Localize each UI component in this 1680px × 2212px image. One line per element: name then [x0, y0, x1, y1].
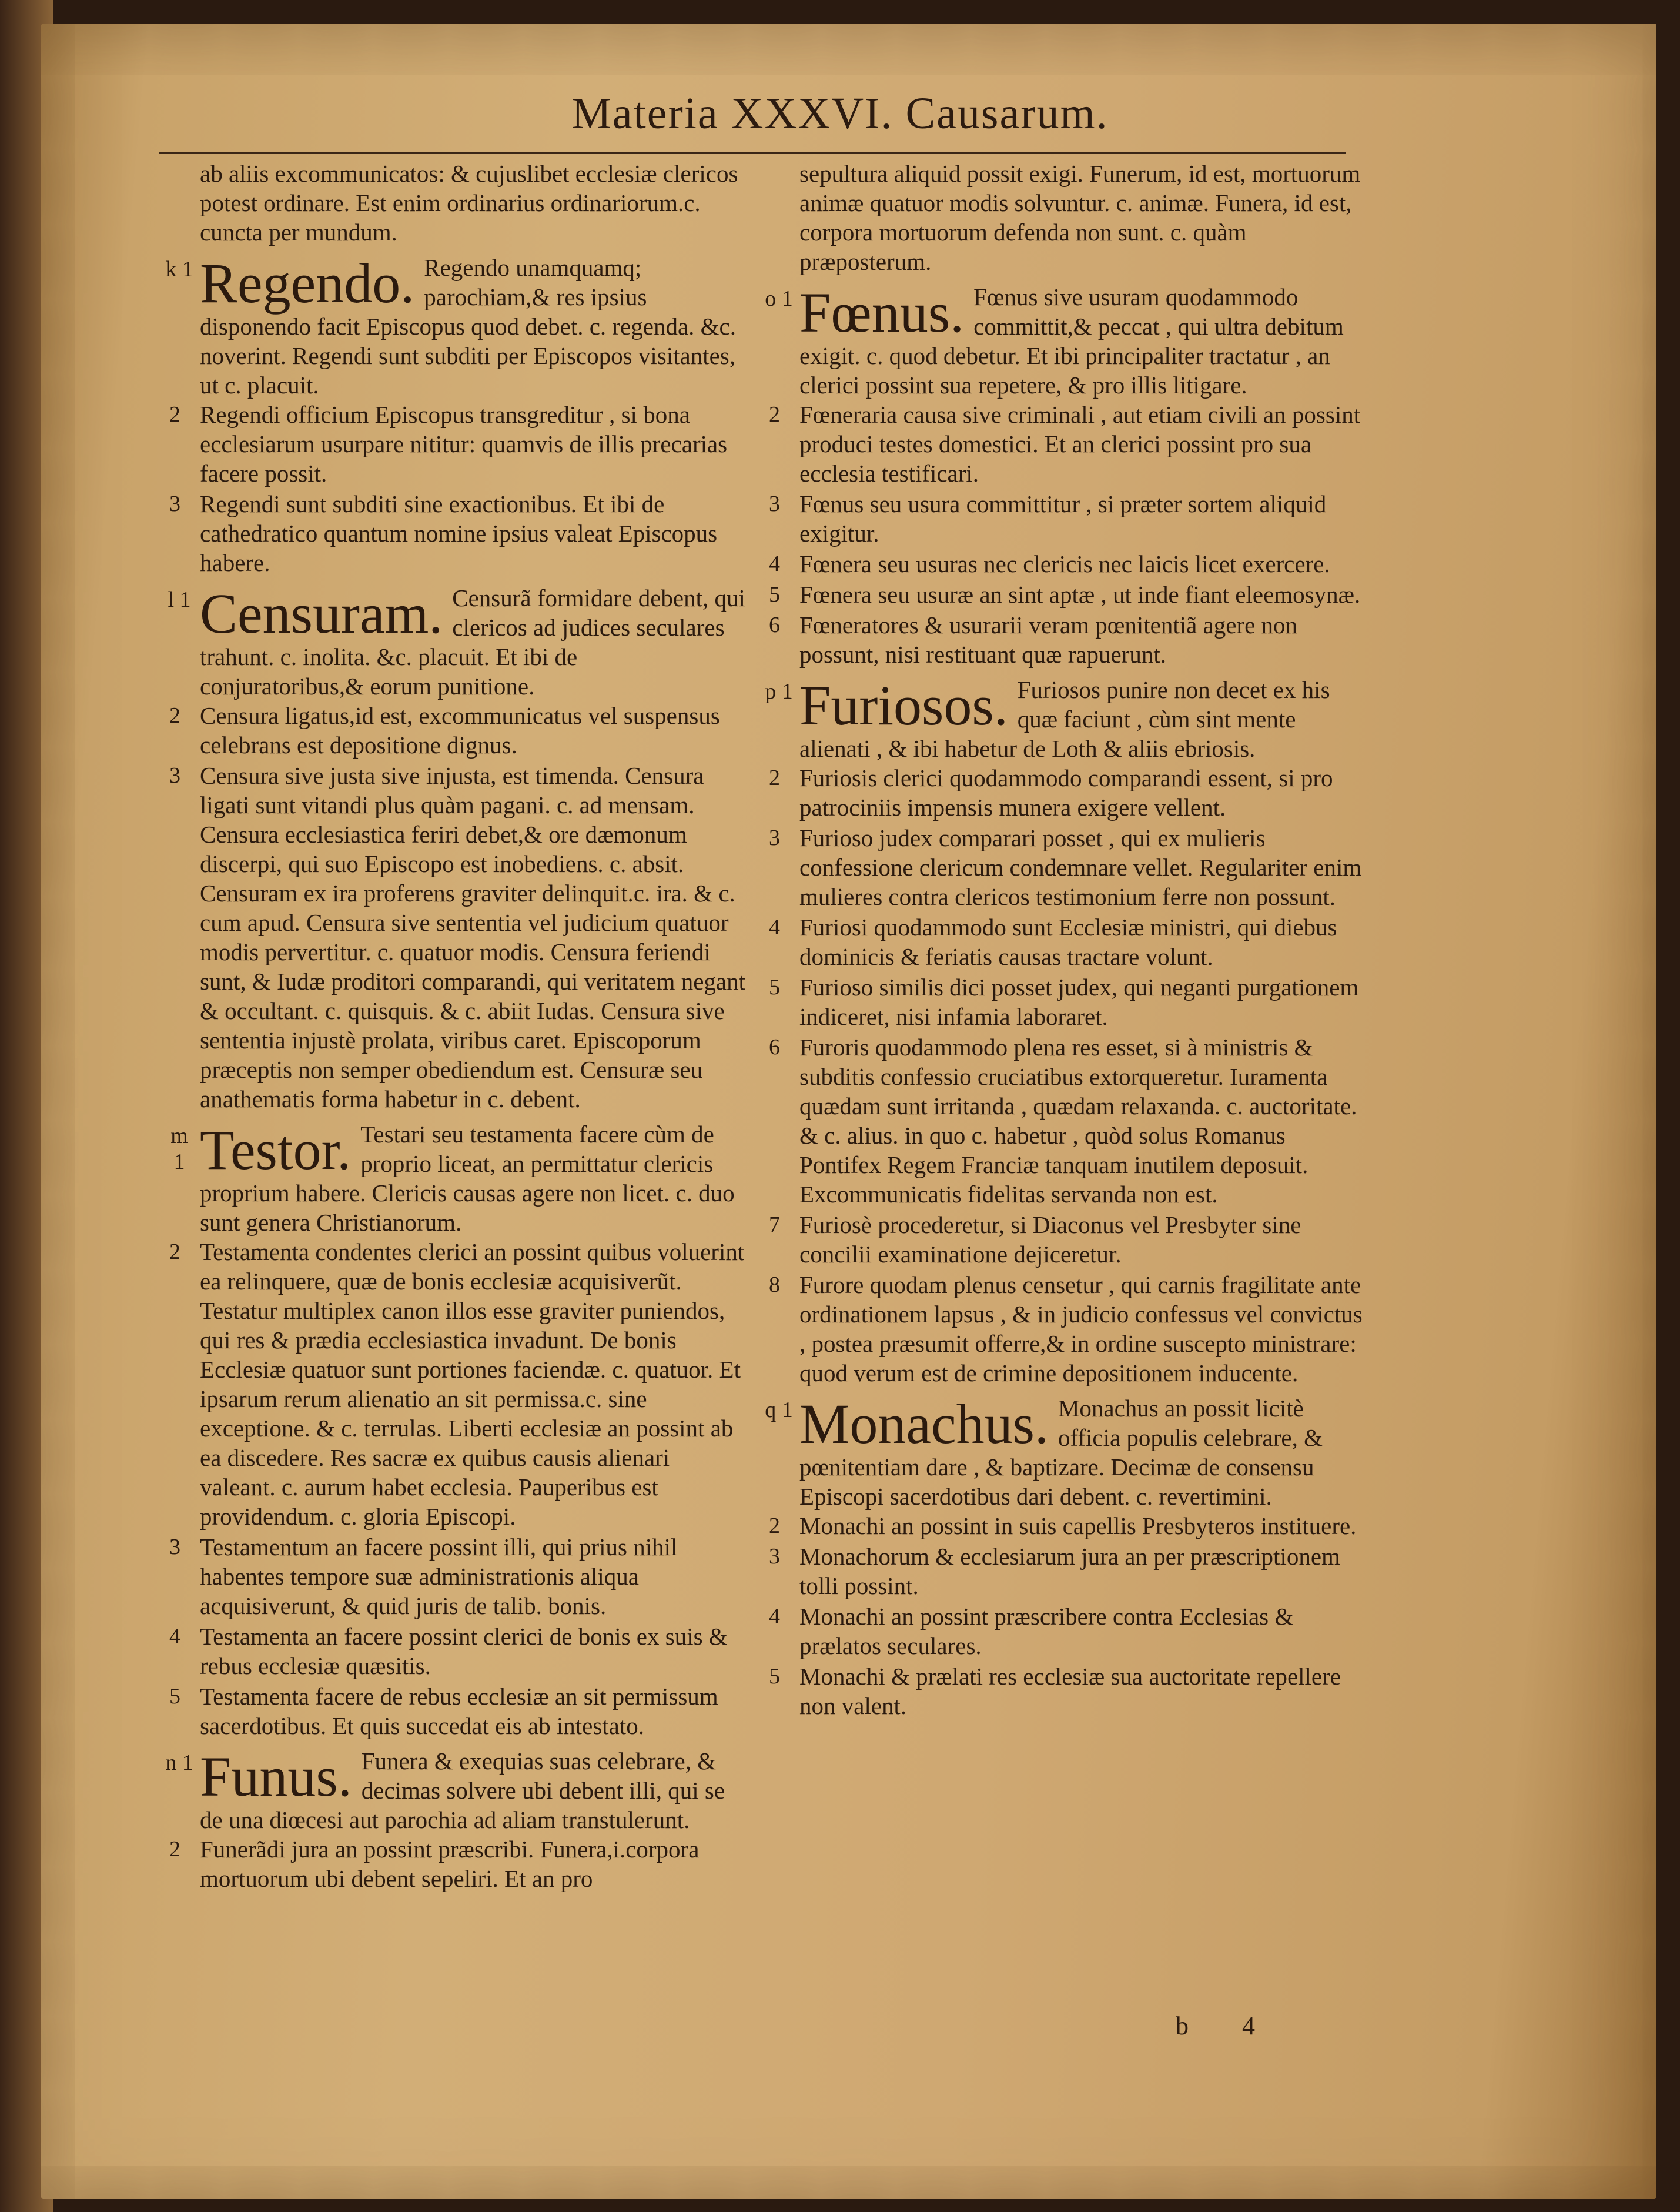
list-item: [764, 1033, 1370, 1209]
entry-marks: p 1: [765, 679, 793, 704]
list-item: [165, 1237, 747, 1531]
item-number: 3: [769, 492, 780, 516]
entry-text: Regendo unamquamq; parochiam,& res ipsius disponendo facit Episcopus quod debet. c. regenda. &c. noverint. Regendi sunt subditi per Episcopos visitantes, ut c. placuit.: [200, 254, 736, 399]
list-item: [764, 823, 1370, 911]
item-text: Regendi officium Episcopus transgreditur , si bona ecclesiarum usurpare nititur: quamvis de illis precarias facere possit.: [200, 401, 728, 487]
entry-testor: [165, 1120, 747, 1237]
list-item: [764, 1602, 1370, 1660]
item-number: 2: [169, 1239, 180, 1264]
item-number: 6: [769, 613, 780, 637]
item-number: 6: [769, 1035, 780, 1060]
list-item: [165, 400, 747, 488]
list-item: [764, 1542, 1370, 1600]
list-item: [165, 1835, 747, 1893]
header-rule: [159, 152, 1346, 154]
list-item: [764, 400, 1370, 488]
entry-keyword: Furiosos.: [799, 674, 1008, 737]
list-item: [764, 1270, 1370, 1388]
item-number: 2: [769, 766, 780, 790]
item-number: 3: [169, 492, 180, 516]
item-text: Censura sive justa sive injusta, est timenda. Censura ligati sunt vitandi plus quàm pagani. c. ad mensam. Censura ecclesiastica feriri debet,& ore dæmonum discerpi, qui suo Episcopo est inobediens. c. absit. Censuram ex ira proferens graviter delinquit.c. ira. & c. cum apud. Censura sive sententia vel judicium quatuor modis pervertitur. c. quatuor modis. Censura feriendi sunt, & Iudæ proditori comparandi, qui veritatem negant & occultant. c. quisquis. & c. abiit Iudas. Censura sive sententia injustè prolata, viribus caret. Episcoporum præceptis non semper obediendum est. Censuræ seu anathematis forma habetur in c. debent.: [200, 762, 745, 1112]
item-text: Fœnera seu usuræ an sint aptæ , ut inde fiant eleemosynæ.: [799, 581, 1361, 608]
item-text: Testamentum an facere possint illi, qui prius nihil habentes tempore suæ administrationis aliqua acquisiverunt, & quid juris de talib. bonis.: [200, 1533, 678, 1619]
item-text: Monachorum & ecclesiarum jura an per præscriptionem tolli possint.: [799, 1543, 1340, 1599]
list-item: [764, 549, 1370, 579]
entry-keyword: Regendo.: [200, 252, 415, 315]
item-text: Monachi an possint præscribere contra Ecclesias & prælatos seculares.: [799, 1603, 1294, 1659]
entry-text: Funera & exequias suas celebrare, & decimas solvere ubi debent illi, qui se de una diœcesi aut parochia ad aliam transtulerunt.: [200, 1747, 725, 1833]
list-item: [764, 913, 1370, 971]
item-number: 5: [169, 1684, 180, 1709]
item-number: 4: [169, 1624, 180, 1649]
list-item: [165, 489, 747, 577]
item-text: Furioso similis dici posset judex, qui neganti purgationem indiceret, nisi infamia laboraret.: [799, 974, 1359, 1030]
entry-censuram: [165, 583, 747, 701]
item-number: 3: [169, 763, 180, 788]
item-number: 4: [769, 915, 780, 940]
item-text: Regendi sunt subditi sine exactionibus. Et ibi de cathedratico quantum nomine ipsius valeat Episcopus habere.: [200, 490, 718, 576]
entry-marks: k 1: [165, 257, 193, 282]
item-number: 2: [169, 703, 180, 728]
entry-keyword: Monachus.: [799, 1392, 1049, 1455]
item-text: Fœneraria causa sive criminali , aut etiam civili an possint produci testes domestici. Et an clerici possint pro sua ecclesia testificari.: [799, 401, 1361, 487]
list-item: [165, 1682, 747, 1740]
item-number: 7: [769, 1212, 780, 1237]
item-text: Furiosè procederetur, si Diaconus vel Presbyter sine concilii examinatione dejiceretur.: [799, 1211, 1301, 1268]
item-number: 3: [169, 1535, 180, 1559]
item-text: Furiosi quodammodo sunt Ecclesiæ ministri, qui diebus dominicis & feriatis causas tractare volunt.: [799, 914, 1337, 970]
entry-marks: l 1: [168, 587, 191, 612]
left-column: [165, 159, 747, 1894]
item-text: Testamenta facere de rebus ecclesiæ an sit permissum sacerdotibus. Et quis succedat eis ab intestato.: [200, 1683, 718, 1739]
list-item: [165, 1622, 747, 1680]
item-number: 5: [769, 975, 780, 1000]
item-text: Fœneratores & usurarii veram pœnitentiã agere non possunt, nisi restituant quæ rapuerunt.: [799, 612, 1298, 668]
item-text: Testamenta condentes clerici an possint quibus voluerint ea relinquere, quæ de bonis ecclesiæ acquisiverũt. Testatur multiplex canon illos esse graviter puniendos, qui res & prædia ecclesiastica invadunt. De bonis Ecclesiæ quatuor sunt portiones faciendæ. c. quatuor. Et ipsarum rerum alienatio an sit permissa.c. sine exceptione. & c. terrulas. Liberti ecclesiæ an possint ab ea discedere. Res sacræ ex quibus causis alienari valeant. c. aurum habet ecclesia. Pauperibus est providendum. c. gloria Episcopi.: [200, 1238, 745, 1530]
entry-keyword: Fœnus.: [799, 281, 965, 344]
item-text: Fœnera seu usuras nec clericis nec laicis licet exercere.: [799, 550, 1330, 577]
continuation-text: sepultura aliquid possit exigi. Funerum, id est, mortuorum animæ quatuor modis solvuntur. c. animæ. Funera, id est, corpora mortuorum defenda non sunt. c. quàm præposterum.: [799, 160, 1361, 275]
list-item: [165, 701, 747, 760]
list-item: [165, 1532, 747, 1620]
entry-furiosos: [764, 675, 1370, 763]
entry-text: Furiosos punire non decet ex his quæ faciunt , cùm sint mente alienati , & ibi habetur de Loth & aliis ebriosis.: [799, 676, 1330, 762]
item-text: Censura ligatus,id est, excommunicatus vel suspensus celebrans est depositione dignus.: [200, 702, 720, 759]
item-text: Testamenta an facere possint clerici de bonis ex suis & rebus ecclesiæ quæsitis.: [200, 1623, 728, 1679]
continuation-text: ab aliis excommunicatos: & cujuslibet ecclesiæ clericos potest ordinare. Est enim ordinarius ordinariorum.c. cuncta per mundum.: [200, 160, 738, 246]
list-item: [764, 763, 1370, 822]
item-text: Monachi & prælati res ecclesiæ sua auctoritate repellere non valent.: [799, 1663, 1341, 1719]
item-text: Funerãdi jura an possint præscribi. Funera,i.corpora mortuorum ubi debent sepeliri. Et an pro: [200, 1836, 700, 1892]
list-item: [764, 1662, 1370, 1720]
item-number: 3: [769, 1544, 780, 1569]
list-item: [764, 1210, 1370, 1269]
entry-regendo: [165, 253, 747, 400]
list-item: [764, 489, 1370, 548]
entry-keyword: Censuram.: [200, 582, 443, 645]
item-text: Furioso judex comparari posset , qui ex mulieris confessione clericum condemnare vellet. Regulariter enim mulieres contra clericos testimonium ferre non possunt.: [799, 824, 1362, 910]
list-item: [764, 580, 1370, 609]
entry-monachus: [764, 1394, 1370, 1511]
item-number: 2: [169, 402, 180, 427]
list-item: [764, 973, 1370, 1031]
entry-text: Censurã formidare debent, qui clericos ad judices seculares trahunt. c. inolita. &c. placuit. Et ibi de conjuratoribus,& eorum punitione.: [200, 584, 745, 700]
entry-marks: o 1: [765, 286, 793, 311]
entry-marks: q 1: [765, 1398, 793, 1422]
item-text: Furoris quodammodo plena res esset, si à ministris & subditis confessio cruciatibus extorqueretur. Iuramenta quædam sunt irritanda , quædam relaxanda. c. auctoritate. & c. alius. in quo c. habetur , quòd solus Romanus Pontifex Regem Franciæ tanquam inutilem deposuit. Excommunicatis fidelitas servanda non est.: [799, 1034, 1357, 1208]
item-text: Furore quodam plenus censetur , qui carnis fragilitate ante ordinationem lapsus , & in judicio confessus vel convictus , postea præsumit offerre,& in ordine suscepto ministrare: quod verum est de crimine depositionem inducente.: [799, 1271, 1363, 1386]
item-number: 8: [769, 1272, 780, 1297]
list-item: [764, 610, 1370, 669]
entry-funus: [165, 1746, 747, 1835]
item-text: Furiosis clerici quodammodo comparandi essent, si pro patrociniis impensis munera exigere vellent.: [799, 764, 1333, 821]
signature-mark: b 4: [1176, 2011, 1279, 2040]
item-number: 2: [769, 402, 780, 427]
right-column: [764, 159, 1370, 1722]
item-number: 2: [169, 1837, 180, 1862]
entry-marks: m 1: [170, 1124, 188, 1174]
entry-text: Testari seu testamenta facere cùm de proprio liceat, an permittatur clericis proprium habere. Clericis causas agere non licet. c. duo sunt genera Christianorum.: [200, 1121, 735, 1236]
item-text: Monachi an possint in suis capellis Presbyteros instituere.: [799, 1512, 1357, 1539]
item-number: 3: [769, 826, 780, 850]
item-number: 4: [769, 552, 780, 576]
item-number: 2: [769, 1513, 780, 1538]
entry-keyword: Funus.: [200, 1745, 352, 1808]
item-number: 4: [769, 1604, 780, 1629]
running-head: Materia XXXVI. Causarum.: [571, 89, 1109, 138]
item-number: 5: [769, 582, 780, 607]
entry-foenus: [764, 282, 1370, 400]
list-item: [764, 1511, 1370, 1541]
list-item: [165, 761, 747, 1114]
entry-marks: n 1: [165, 1750, 193, 1775]
item-number: 5: [769, 1664, 780, 1689]
entry-text: Monachus an possit licitè officia populis celebrare, & pœnitentiam dare , & baptizare. Decimæ de consensu Episcopi sacerdotibus dari debent. c. revertimini.: [799, 1395, 1323, 1510]
entry-keyword: Testor.: [200, 1118, 352, 1181]
entry-text: Fœnus sive usuram quodammodo committit,& peccat , qui ultra debitum exigit. c. quod debetur. Et ibi principaliter tractatur , an clerici possint sua repetere, & pro illis litigare.: [799, 283, 1344, 399]
item-text: Fœnus seu usura committitur , si præter sortem aliquid exigitur.: [799, 490, 1327, 547]
